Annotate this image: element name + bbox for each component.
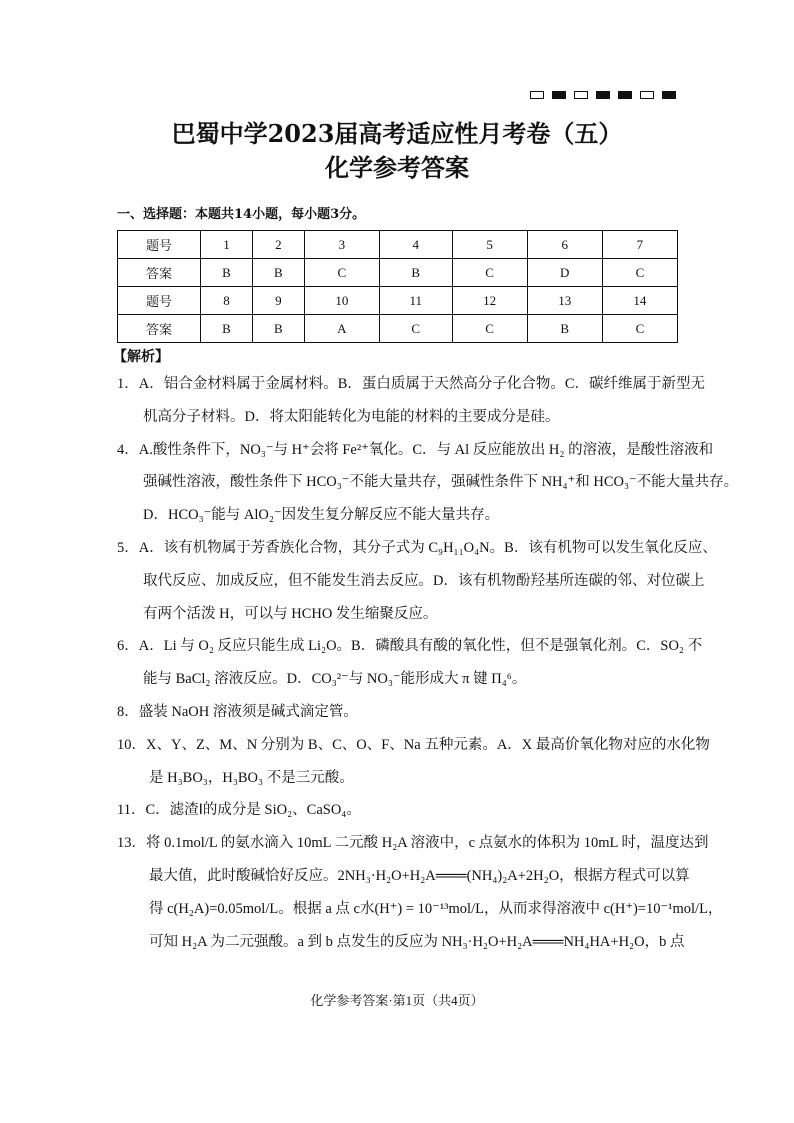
- table-cell: B: [252, 315, 304, 343]
- analysis-line: 5．A．该有机物属于芳香族化合物，其分子式为 C₉H₁₁O₄N。B．该有机物可以发生氧化反应、: [117, 539, 717, 556]
- row-header-cell: 答案: [118, 259, 201, 287]
- table-cell: 7: [602, 231, 677, 259]
- analysis-line: 11．C．滤渣Ⅰ的成分是 SiO₂、CaSO₄。: [117, 802, 361, 819]
- document-subtitle: 化学参考答案: [325, 153, 469, 182]
- table-cell: B: [201, 259, 253, 287]
- table-row: [118, 259, 678, 287]
- table-cell: C: [602, 259, 677, 287]
- table-cell: 5: [452, 231, 527, 259]
- table-cell: 8: [201, 287, 253, 315]
- filled-square-mark: [596, 91, 610, 99]
- analysis-body: [117, 368, 739, 958]
- empty-square-mark: [640, 91, 654, 99]
- analysis-item: [117, 532, 717, 630]
- analysis-line: 6．A．Li 与 O₂ 反应只能生成 Li₂O。B．磷酸具有酸的氧化性，但不是强氧化剂。C．SO₂ 不: [117, 638, 703, 655]
- analysis-item: [117, 794, 687, 827]
- table-cell: D: [527, 259, 602, 287]
- analysis-line: 13．将 0.1mol/L 的氨水滴入 10mL 二元酸 H₂A 溶液中，c 点氨水的体积为 10mL 时，温度达到: [117, 835, 709, 852]
- analysis-line: 能与 BaCl₂ 溶液反应。D．CO₃²⁻与 NO₃⁻能形成大 π 键 Π₄⁶。: [143, 671, 527, 688]
- document-title: 巴蜀中学2023届高考适应性月考卷（五）: [171, 119, 623, 148]
- empty-square-mark: [530, 91, 544, 99]
- table-cell: B: [252, 259, 304, 287]
- analysis-item: [117, 696, 687, 729]
- analysis-line: 4．A.酸性条件下，NO₃⁻与 H⁺会将 Fe²⁺氧化。C．与 Al 反应能放出 H₂ 的溶液，是酸性溶液和: [117, 441, 714, 458]
- analysis-item: [117, 729, 710, 795]
- analysis-item: [117, 630, 703, 696]
- table-cell: C: [602, 315, 677, 343]
- analysis-line: 机高分子材料。D．将太阳能转化为电能的材料的主要成分是硅。: [143, 408, 560, 425]
- analysis-line: 得 c(H₂A)=0.05mol/L。根据 a 点 c水(H⁺) = 10⁻¹³mol/L，从而求得溶液中 c(H⁺)=10⁻¹mol/L，: [149, 900, 723, 917]
- analysis-line: 8．盛装 NaOH 溶液须是碱式滴定管。: [117, 703, 358, 720]
- filled-square-mark: [662, 91, 676, 99]
- table-cell: 9: [252, 287, 304, 315]
- analysis-item: [117, 434, 739, 532]
- table-cell: 6: [527, 231, 602, 259]
- table-cell: 11: [379, 287, 452, 315]
- analysis-line: 强碱性溶液，酸性条件下 HCO₃⁻不能大量共存，强碱性条件下 NH₄⁺和 HCO₃⁻不能大量共存。: [143, 474, 739, 491]
- table-cell: 13: [527, 287, 602, 315]
- table-cell: 1: [201, 231, 253, 259]
- table-cell: A: [304, 315, 379, 343]
- table-cell: B: [527, 315, 602, 343]
- analysis-line: 取代反应、加成反应，但不能发生消去反应。D．该有机物酚羟基所连碳的邻、对位碳上: [143, 572, 705, 589]
- table-cell: 2: [252, 231, 304, 259]
- filled-square-mark: [552, 91, 566, 99]
- header-marks: [530, 91, 676, 99]
- analysis-item: [117, 827, 723, 958]
- row-header-cell: 题号: [118, 231, 201, 259]
- table-row: [118, 231, 678, 259]
- filled-square-mark: [618, 91, 632, 99]
- table-row: [118, 315, 678, 343]
- row-header-cell: 答案: [118, 315, 201, 343]
- analysis-heading: 【解析】: [113, 349, 169, 365]
- table-cell: B: [201, 315, 253, 343]
- page-footer: 化学参考答案·第1页（共4页）: [310, 993, 484, 1008]
- table-cell: C: [379, 315, 452, 343]
- analysis-line: 是 H₃BO₃，H₃BO₃ 不是三元酸。: [149, 769, 354, 786]
- analysis-line: 10．X、Y、Z、M、N 分别为 B、C、O、F、Na 五种元素。A．X 最高价氧化物对应的水化物: [117, 736, 710, 753]
- table-row: [118, 287, 678, 315]
- answer-table: [117, 230, 678, 343]
- table-cell: 3: [304, 231, 379, 259]
- table-cell: B: [379, 259, 452, 287]
- analysis-line: 有两个活泼 H，可以与 HCHO 发生缩聚反应。: [143, 605, 438, 622]
- table-cell: 14: [602, 287, 677, 315]
- empty-square-mark: [574, 91, 588, 99]
- table-cell: C: [304, 259, 379, 287]
- table-cell: 10: [304, 287, 379, 315]
- analysis-line: D．HCO₃⁻能与 AlO₂⁻因发生复分解反应不能大量共存。: [143, 507, 500, 524]
- analysis-item: [117, 368, 706, 434]
- table-cell: 4: [379, 231, 452, 259]
- analysis-line: 1．A．铝合金材料属于金属材料。B．蛋白质属于天然高分子化合物。C．碳纤维属于新型无: [117, 376, 706, 392]
- analysis-line: 最大值，此时酸碱恰好反应。2NH₃·H₂O+H₂A═══(NH₄)₂A+2H₂O，根据方程式可以算: [149, 867, 690, 884]
- table-cell: 12: [452, 287, 527, 315]
- table-cell: C: [452, 259, 527, 287]
- analysis-line: 可知 H₂A 为二元强酸。a 到 b 点发生的反应为 NH₃·H₂O+H₂A═══NH₄HA+H₂O，b 点: [149, 933, 685, 950]
- table-cell: C: [452, 315, 527, 343]
- section-heading: 一、选择题：本题共14小题，每小题3分。: [117, 207, 366, 222]
- row-header-cell: 题号: [118, 287, 201, 315]
